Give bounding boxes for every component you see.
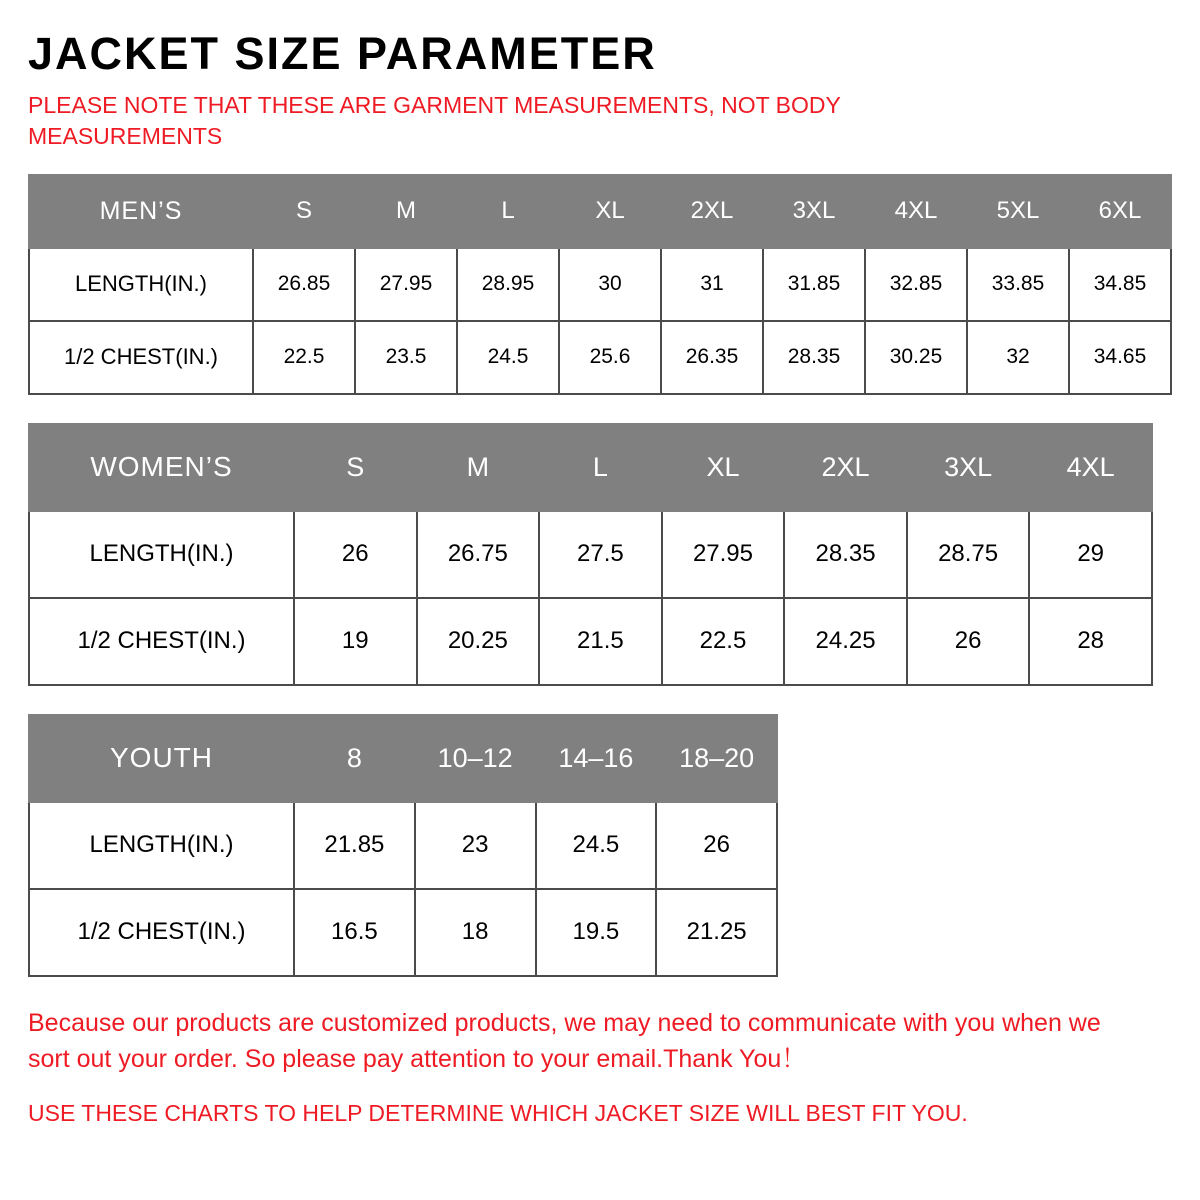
row-label: LENGTH(IN.) xyxy=(29,511,294,598)
table-header-row xyxy=(29,424,1152,511)
mens-header-label: MEN’S xyxy=(29,175,253,248)
cell-value: 24.5 xyxy=(536,802,657,889)
column-header: S xyxy=(253,175,355,248)
row-label: 1/2 CHEST(IN.) xyxy=(29,598,294,685)
column-header: 8 xyxy=(294,715,415,802)
cell-value: 18 xyxy=(415,889,536,976)
cell-value: 23 xyxy=(415,802,536,889)
table-header-row xyxy=(29,175,1171,248)
cell-value: 27.95 xyxy=(662,511,785,598)
table-row xyxy=(29,511,1152,598)
mens-size-table xyxy=(28,174,1172,395)
column-header: 4XL xyxy=(865,175,967,248)
row-label: LENGTH(IN.) xyxy=(29,802,294,889)
cell-value: 19 xyxy=(294,598,417,685)
column-header: 18–20 xyxy=(656,715,777,802)
cell-value: 29 xyxy=(1029,511,1152,598)
cell-value: 30 xyxy=(559,248,661,321)
measurement-note: PLEASE NOTE THAT THESE ARE GARMENT MEASUREMENTS, NOT BODY MEASUREMENTS xyxy=(28,91,841,149)
cell-value: 22.5 xyxy=(662,598,785,685)
cell-value: 26 xyxy=(907,598,1030,685)
table-header-row xyxy=(29,715,777,802)
youth-header-label: YOUTH xyxy=(29,715,294,802)
cell-value: 32 xyxy=(967,321,1069,394)
column-header: 3XL xyxy=(907,424,1030,511)
table-row xyxy=(29,248,1171,321)
row-label: 1/2 CHEST(IN.) xyxy=(29,889,294,976)
table-row xyxy=(29,598,1152,685)
column-header: 5XL xyxy=(967,175,1069,248)
cell-value: 20.25 xyxy=(417,598,540,685)
womens-header-label: WOMEN’S xyxy=(29,424,294,511)
column-header: M xyxy=(417,424,540,511)
table-row xyxy=(29,889,777,976)
cell-value: 25.6 xyxy=(559,321,661,394)
cell-value: 24.5 xyxy=(457,321,559,394)
womens-size-table xyxy=(28,423,1153,686)
cell-value: 27.95 xyxy=(355,248,457,321)
row-label: LENGTH(IN.) xyxy=(29,248,253,321)
cell-value: 24.25 xyxy=(784,598,907,685)
cell-value: 16.5 xyxy=(294,889,415,976)
column-header: 3XL xyxy=(763,175,865,248)
customization-notice: Because our products are customized products, we may need to communicate with you when we sort out your order. So please pay attention to your email.Thank You！ xyxy=(28,1008,1101,1074)
chart-usage-notice: USE THESE CHARTS TO HELP DETERMINE WHICH JACKET SIZE WILL BEST FIT YOU. xyxy=(28,1100,968,1127)
cell-value: 21.5 xyxy=(539,598,662,685)
cell-value: 32.85 xyxy=(865,248,967,321)
table-row xyxy=(29,802,777,889)
cell-value: 28.35 xyxy=(763,321,865,394)
cell-value: 34.85 xyxy=(1069,248,1171,321)
column-header: M xyxy=(355,175,457,248)
column-header: 10–12 xyxy=(415,715,536,802)
cell-value: 23.5 xyxy=(355,321,457,394)
cell-value: 26.35 xyxy=(661,321,763,394)
cell-value: 26 xyxy=(294,511,417,598)
cell-value: 34.65 xyxy=(1069,321,1171,394)
row-label: 1/2 CHEST(IN.) xyxy=(29,321,253,394)
cell-value: 26.85 xyxy=(253,248,355,321)
cell-value: 28.35 xyxy=(784,511,907,598)
column-header: S xyxy=(294,424,417,511)
cell-value: 33.85 xyxy=(967,248,1069,321)
column-header: L xyxy=(539,424,662,511)
page-title: JACKET SIZE PARAMETER xyxy=(28,28,657,79)
cell-value: 22.5 xyxy=(253,321,355,394)
cell-value: 30.25 xyxy=(865,321,967,394)
cell-value: 21.25 xyxy=(656,889,777,976)
cell-value: 28.75 xyxy=(907,511,1030,598)
cell-value: 21.85 xyxy=(294,802,415,889)
column-header: XL xyxy=(662,424,785,511)
cell-value: 31 xyxy=(661,248,763,321)
column-header: 2XL xyxy=(661,175,763,248)
cell-value: 31.85 xyxy=(763,248,865,321)
column-header: 6XL xyxy=(1069,175,1171,248)
cell-value: 28.95 xyxy=(457,248,559,321)
column-header: 2XL xyxy=(784,424,907,511)
cell-value: 26.75 xyxy=(417,511,540,598)
cell-value: 28 xyxy=(1029,598,1152,685)
column-header: XL xyxy=(559,175,661,248)
table-row xyxy=(29,321,1171,394)
column-header: 4XL xyxy=(1029,424,1152,511)
column-header: 14–16 xyxy=(536,715,657,802)
cell-value: 19.5 xyxy=(536,889,657,976)
cell-value: 26 xyxy=(656,802,777,889)
column-header: L xyxy=(457,175,559,248)
youth-size-table xyxy=(28,714,778,977)
cell-value: 27.5 xyxy=(539,511,662,598)
